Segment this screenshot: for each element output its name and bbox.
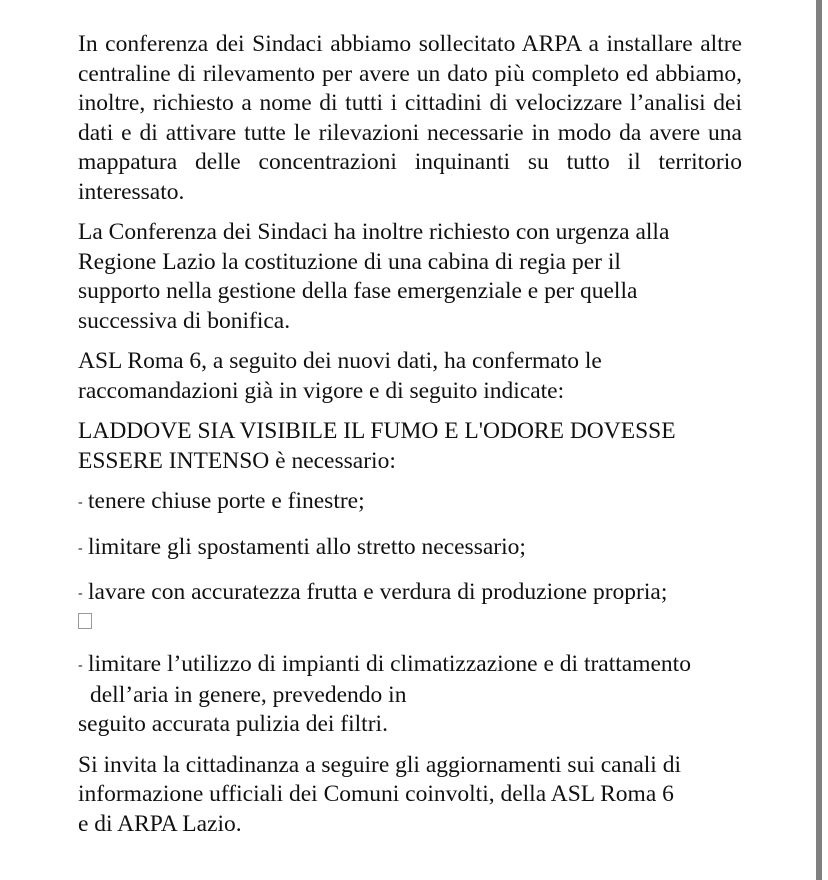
text-line: informazione ufficiali dei Comuni coinvolti, della ASL Roma 6	[78, 781, 674, 807]
list-item-text: lavare con accuratezza frutta e verdura di produzione propria;	[88, 579, 668, 605]
paragraph-conferenza: In conferenza dei Sindaci abbiamo sollecitato ARPA a installare altre centraline di rilevamento per avere un dato più completo ed abbiamo, inoltre, richiesto a nome di tutti i cittadini di velocizzare l’analisi dei dati e di attivare tutte le rilevazioni necessarie in modo da avere una mappatura delle concentrazioni inquinanti su tutto il territorio interessato.	[78, 31, 742, 205]
right-margin	[822, 0, 828, 880]
text-line: e di ARPA Lazio.	[78, 810, 242, 837]
text-line: ASL Roma 6, a seguito dei nuovi dati, ha confermato le	[78, 348, 602, 374]
text-line: ESSERE INTENSO è necessario:	[78, 447, 396, 474]
paragraph-laddove	[78, 417, 742, 476]
paragraph-asl	[78, 347, 742, 406]
document-body	[78, 30, 742, 850]
paragraph-cabina-regia	[78, 218, 742, 336]
bullet-dash: -	[78, 495, 83, 510]
list-item-text: seguito accurata pulizia dei filtri.	[78, 711, 388, 737]
list-item	[78, 650, 742, 740]
list-item	[78, 578, 742, 609]
bullet-dash: -	[78, 658, 83, 673]
text-line: successiva di bonifica.	[78, 307, 291, 334]
list-item	[78, 533, 742, 564]
list-item-text: dell’aria in genere, prevedendo in	[90, 681, 407, 708]
missing-glyph-box	[78, 613, 742, 651]
text-line: La Conferenza dei Sindaci ha inoltre richiesto con urgenza alla	[78, 219, 670, 245]
text-line: supporto nella gestione della fase emergenziale e per quella	[78, 278, 638, 304]
paragraph-invito	[78, 751, 742, 840]
text-line: LADDOVE SIA VISIBILE IL FUMO E L'ODORE DOVESSE	[78, 418, 676, 444]
list-item	[78, 487, 742, 518]
bullet-dash: -	[78, 586, 83, 601]
list-item-text: limitare l’utilizzo di impianti di climatizzazione e di trattamento	[88, 651, 691, 677]
text-line: Regione Lazio la costituzione di una cabina di regia per il	[78, 248, 621, 275]
text-line: raccomandazioni già in vigore e di seguito indicate:	[78, 377, 565, 404]
list-item-text: tenere chiuse porte e finestre;	[88, 488, 365, 514]
bullet-dash: -	[78, 540, 83, 556]
placeholder-box-icon	[78, 613, 92, 629]
text-line: Si invita la cittadinanza a seguire gli aggiornamenti sui canali di	[78, 751, 681, 778]
list-item-text: limitare gli spostamenti allo stretto necessario;	[88, 533, 526, 560]
